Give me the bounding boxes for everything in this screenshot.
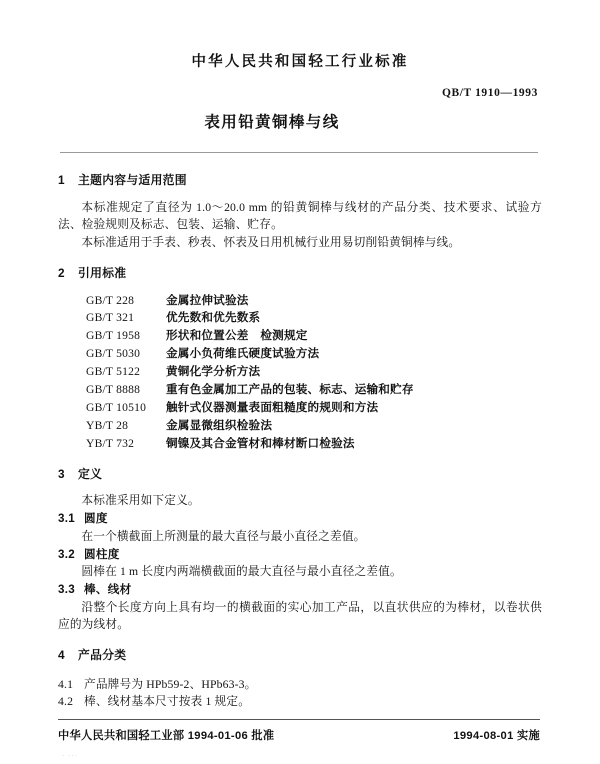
clause-text-4-1: 产品牌号为 HPb59-2、HPb63-3。 — [84, 677, 257, 691]
reference-title: 金属显微组织检验法 — [166, 418, 273, 432]
document-body — [58, 172, 542, 711]
document-footer — [58, 727, 540, 743]
standard-number-row — [58, 83, 542, 101]
reference-title: 金属拉伸试验法 — [166, 293, 249, 307]
reference-code: GB/T 1958 — [86, 329, 141, 343]
section-1-paragraph-1: 本标准规定了直径为 1.0～20.0 mm 的铅黄铜棒与线材的产品分类、技术要求、试验方法、检验规则及标志、包装、运输、贮存。 — [58, 200, 542, 232]
section-heading-2 — [58, 265, 542, 283]
list-item — [58, 399, 542, 417]
section-3-intro: 本标准采用如下定义。 — [81, 494, 200, 508]
section-title-4: 产品分类 — [78, 648, 127, 663]
clause-number-4-1: 4.1 — [58, 677, 74, 691]
header-divider — [60, 152, 538, 153]
document-header — [58, 54, 542, 132]
clause-number-3-2: 3.2 — [58, 547, 76, 561]
section-number-2: 2 — [58, 265, 65, 280]
section-title-2: 引用标准 — [78, 265, 127, 280]
clause-number-3-1: 3.1 — [58, 512, 76, 526]
reference-title: 金属小负荷维氏硬度试验方法 — [166, 347, 320, 361]
clause-text-3-2: 圆棒在 1 m 长度内两端横截面的最大直径与最小直径之差值。 — [81, 565, 402, 579]
clause-text-3-1: 在一个横截面上所测量的最大直径与最小直径之差值。 — [81, 529, 366, 543]
reference-code: GB/T 10510 — [86, 401, 147, 415]
section-number-1: 1 — [58, 173, 65, 187]
clause-term-3-1: 圆度 — [84, 512, 108, 526]
reference-code: YB/T 732 — [86, 436, 135, 450]
section-number-4: 4 — [58, 648, 65, 663]
list-item — [58, 417, 542, 435]
clause-4-1 — [58, 676, 542, 694]
referenced-standards-list — [58, 292, 542, 453]
clause-heading-3-2 — [58, 546, 542, 564]
reference-code: GB/T 5030 — [86, 347, 141, 361]
clause-term-3-3: 棒、线材 — [84, 582, 132, 596]
list-item — [58, 292, 542, 310]
section-heading-4 — [58, 647, 542, 665]
reference-title: 重有色金属加工产品的包装、标志、运输和贮存 — [166, 383, 414, 397]
section-heading-1 — [58, 172, 542, 190]
reference-code: GB/T 8888 — [86, 383, 141, 397]
clause-number-3-3: 3.3 — [58, 582, 76, 596]
issuer-line: 中华人民共和国轻工行业标准 — [191, 54, 409, 70]
list-item — [58, 363, 542, 381]
section-title-3: 定义 — [78, 466, 103, 481]
clause-term-3-2: 圆柱度 — [84, 547, 120, 561]
list-item — [58, 309, 542, 327]
reference-title: 优先数和优先数系 — [166, 311, 261, 325]
clause-number-4-2: 4.2 — [58, 695, 74, 709]
clause-heading-3-3 — [58, 581, 542, 599]
list-item — [58, 345, 542, 363]
page-title: 表用铅黄铜棒与线 — [204, 114, 340, 132]
section-1-paragraph-2: 本标准适用于手表、秒表、怀表及日用机械行业用易切削铅黄铜棒与线。 — [81, 236, 461, 250]
reference-title: 触针式仪器测量表面粗糙度的规则和方法 — [166, 401, 379, 415]
clause-text-4-2: 棒、线材基本尺寸按表 1 规定。 — [84, 695, 251, 709]
reference-title: 铜镍及其合金管材和棒材断口检验法 — [166, 436, 355, 450]
footer-divider — [58, 719, 540, 720]
reference-code: YB/T 28 — [86, 418, 129, 432]
section-heading-3 — [58, 466, 542, 484]
list-item — [58, 435, 542, 453]
reference-title: 形状和位置公差 检测规定 — [166, 329, 308, 343]
approval-statement: 中华人民共和国轻工业部 1994-01-06 批准 — [58, 730, 275, 742]
scan-artifact: · ··· — [62, 752, 79, 760]
reference-code: GB/T 5122 — [86, 365, 141, 379]
clause-text-3-3: 沿整个长度方向上具有均一的横截面的实心加工产品，以直状供应的为棒材，以卷状供应的为线材。 — [58, 600, 542, 632]
section-title-1: 主题内容与适用范围 — [78, 173, 187, 187]
reference-code: GB/T 321 — [86, 311, 135, 325]
clause-4-2 — [58, 693, 542, 711]
reference-code: GB/T 228 — [86, 293, 135, 307]
standard-number: QB/T 1910—1993 — [441, 87, 538, 100]
reference-title: 黄铜化学分析方法 — [166, 365, 261, 379]
clause-heading-3-1 — [58, 510, 542, 528]
section-number-3: 3 — [58, 466, 65, 481]
list-item — [58, 381, 542, 399]
list-item — [58, 327, 542, 345]
implementation-date: 1994-08-01 实施 — [453, 730, 540, 742]
